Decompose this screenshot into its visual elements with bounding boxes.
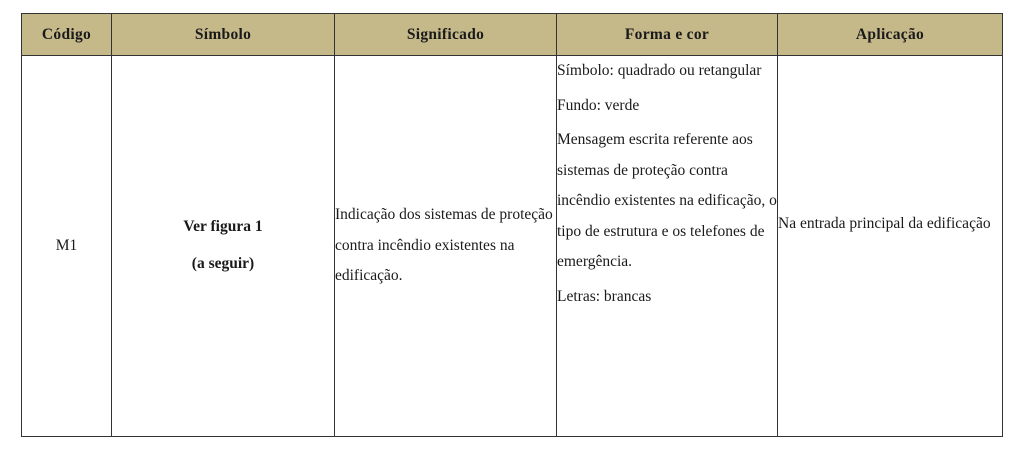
simbolo-line-1: Ver figura 1 (183, 218, 263, 236)
cell-aplicacao (778, 56, 1003, 437)
table-row (22, 56, 1003, 437)
forma-simbolo: Símbolo: quadrado ou retangular (557, 62, 762, 79)
forma-letras: Letras: brancas (557, 287, 652, 305)
simbolo-line-2: (a seguir) (191, 255, 255, 272)
header-significado: Significado (335, 14, 557, 56)
header-forma-e-cor: Forma e cor (557, 14, 778, 56)
header-simbolo: Símbolo (112, 14, 335, 56)
header-codigo: Código (22, 14, 112, 56)
aplicacao-text: Na entrada principal da edificação (778, 215, 991, 232)
cell-simbolo (112, 56, 335, 437)
cell-codigo: M1 (22, 56, 112, 437)
cell-forma-e-cor (557, 56, 778, 437)
forma-mensagem: Mensagem escrita referente aos sistemas de proteção contra incêndio existentes na edificação, o tipo de estrutura e os telefones de emergência. (557, 131, 777, 270)
header-aplicacao: Aplicação (778, 14, 1003, 56)
forma-fundo: Fundo: verde (557, 96, 640, 114)
signage-spec-table (21, 13, 1003, 437)
cell-significado: Indicação dos sistemas de proteção contra incêndio existentes na edificação. (335, 56, 557, 437)
table-header-row (22, 14, 1003, 56)
